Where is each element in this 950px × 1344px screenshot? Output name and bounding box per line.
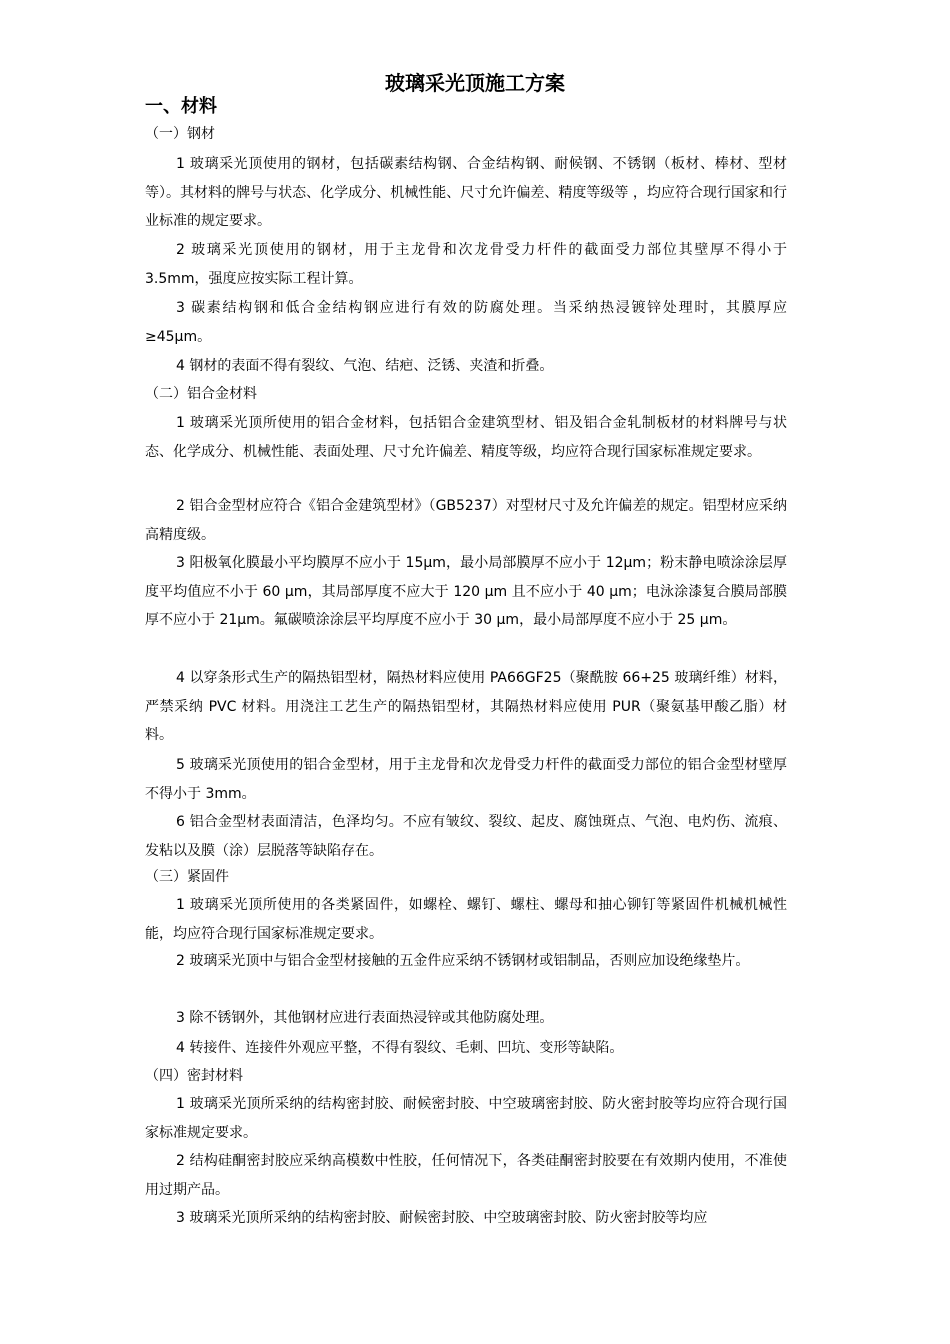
- paragraph: 1 玻璃采光顶所采纳的结构密封胶、耐候密封胶、中空玻璃密封胶、防火密封胶等均应符合现行国家标准规定要求。: [145, 1096, 787, 1141]
- paragraph: 2 玻璃采光顶使用的钢材，用于主龙骨和次龙骨受力杆件的截面受力部位其壁厚不得小于 3.5mm，强度应按实际工程计算。: [145, 242, 787, 287]
- paragraph: 3 除不锈钢外，其他钢材应进行表面热浸锌或其他防腐处理。: [176, 1010, 554, 1026]
- paragraph: 4 钢材的表面不得有裂纹、气泡、结疤、泛锈、夹渣和折叠。: [176, 358, 554, 374]
- paragraph: 1 玻璃采光顶所使用的铝合金材料，包括铝合金建筑型材、铝及铝合金轧制板材的材料牌号与状态、化学成分、机械性能、表面处理、尺寸允许偏差、精度等级，均应符合现行国家标准规定要求。: [145, 415, 787, 460]
- paragraph: 1 玻璃采光顶使用的钢材，包括碳素结构钢、合金结构钢、耐候钢、不锈钢（板材、棒材、型材等）。其材料的牌号与状态、化学成分、机械性能、尺寸允许偏差、精度等级等 ，均应符合现行国家和行业标准的规定要求。: [145, 156, 787, 229]
- paragraph: 1 玻璃采光顶所使用的各类紧固件，如螺栓、螺钉、螺柱、螺母和抽心铆钉等紧固件机械机械性能，均应符合现行国家标准规定要求。: [145, 897, 787, 942]
- paragraph: 2 结构硅酮密封胶应采纳高模数中性胶，任何情况下，各类硅酮密封胶要在有效期内使用，不准使用过期产品。: [145, 1153, 787, 1198]
- paragraph: 6 铝合金型材表面清洁，色泽均匀。不应有皱纹、裂纹、起皮、腐蚀斑点、气泡、电灼伤、流痕、发粘以及膜（涂）层脱落等缺陷存在。: [145, 814, 787, 859]
- section-heading-aluminum: （二）铝合金材料: [145, 386, 257, 402]
- document-title: 玻璃采光顶施工方案: [385, 71, 565, 95]
- section-heading-sealants: （四）密封材料: [145, 1068, 243, 1084]
- paragraph: 2 玻璃采光顶中与铝合金型材接触的五金件应采纳不锈钢材或铝制品，否则应加设绝缘垫片。: [176, 953, 750, 969]
- paragraph: 4 转接件、连接件外观应平整，不得有裂纹、毛刺、凹坑、变形等缺陷。: [176, 1040, 624, 1056]
- heading-materials: 一、材料: [145, 96, 217, 117]
- paragraph: 3 玻璃采光顶所采纳的结构密封胶、耐候密封胶、中空玻璃密封胶、防火密封胶等均应: [176, 1210, 708, 1226]
- section-heading-steel: （一）钢材: [145, 126, 215, 142]
- paragraph: 4 以穿条形式生产的隔热铝型材，隔热材料应使用 PA66GF25（聚酰胺 66+25 玻璃纤维）材料，严禁采纳 PVC 材料。用浇注工艺生产的隔热铝型材，其隔热材料应使用 PUR（聚氨基甲酸乙脂）材料。: [145, 670, 787, 743]
- paragraph: 3 阳极氧化膜最小平均膜厚不应小于 15μm，最小局部膜厚不应小于 12μm；粉末静电喷涂涂层厚度平均值应不小于 60 μm，其局部厚度不应大于 120 μm 且不应小于 40 μm；电泳涂漆复合膜局部膜厚不应小于 21μm。氟碳喷涂涂层平均厚度不应小于 30 μm，最小局部厚度不应小于 25 μm。: [145, 555, 787, 628]
- section-heading-fasteners: （三）紧固件: [145, 869, 229, 885]
- paragraph: 5 玻璃采光顶使用的铝合金型材，用于主龙骨和次龙骨受力杆件的截面受力部位的铝合金型材壁厚不得小于 3mm。: [145, 757, 787, 802]
- paragraph: 2 铝合金型材应符合《铝合金建筑型材》（GB5237）对型材尺寸及允许偏差的规定。铝型材应采纳高精度级。: [145, 498, 787, 543]
- paragraph: 3 碳素结构钢和低合金结构钢应进行有效的防腐处理。当采纳热浸镀锌处理时，其膜厚应≥45μm。: [145, 300, 787, 345]
